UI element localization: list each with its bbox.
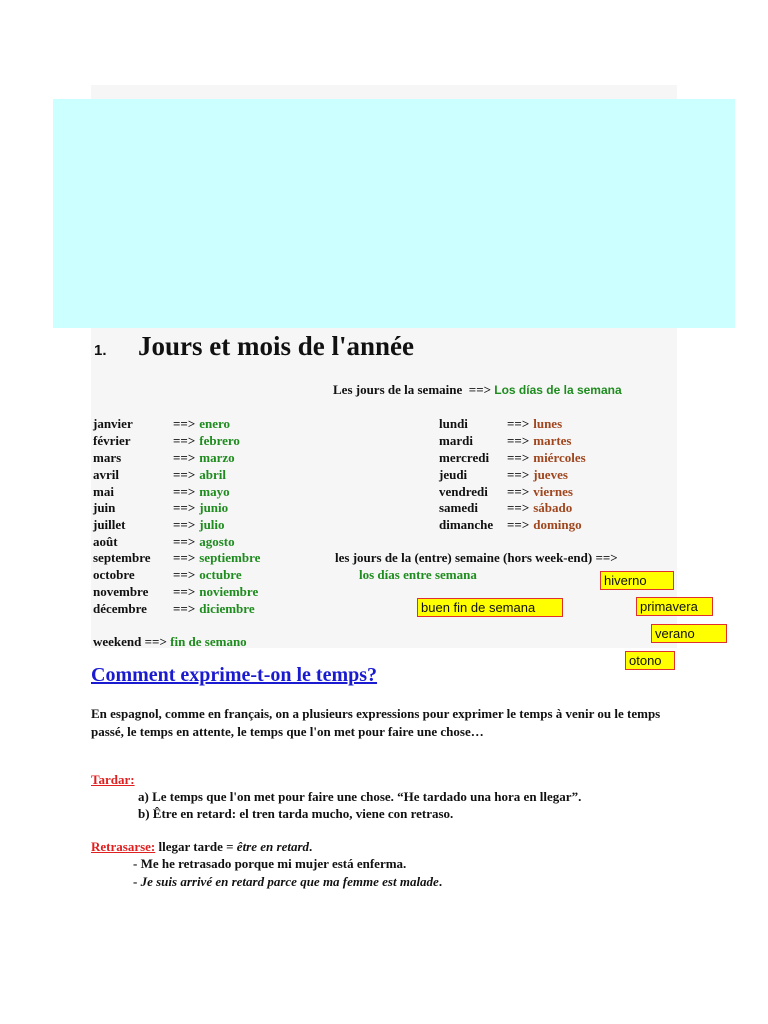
month-es: agosto: [199, 534, 235, 549]
section-number: 1.: [94, 342, 107, 359]
day-es: martes: [533, 433, 572, 448]
note-otono: otono: [625, 651, 675, 670]
month-fr: mai: [93, 484, 114, 499]
month-row: [93, 500, 228, 516]
month-row: [93, 517, 225, 533]
arrow: ==>: [173, 534, 196, 549]
day-es: domingo: [533, 517, 582, 532]
month-row: [93, 467, 226, 483]
month-es: marzo: [199, 450, 235, 465]
month-fr: août: [93, 534, 118, 549]
month-fr: septembre: [93, 550, 151, 565]
day-fr: lundi: [439, 416, 468, 431]
month-row: [93, 584, 258, 600]
month-fr: avril: [93, 467, 119, 482]
arrow: ==>: [173, 484, 196, 499]
tardar-label: Tardar:: [91, 772, 135, 787]
month-fr: juillet: [93, 517, 126, 532]
day-fr: samedi: [439, 500, 478, 515]
day-row: [439, 416, 562, 432]
day-row: [439, 484, 573, 500]
month-row: [93, 433, 240, 449]
month-row: [93, 534, 235, 550]
note-hiverno: hiverno: [600, 571, 674, 590]
weekday-note: les jours de la (entre) semaine (hors week-end) ==>: [335, 550, 618, 565]
day-fr: mercredi: [439, 450, 490, 465]
day-es: viernes: [533, 484, 573, 499]
month-row: [93, 450, 235, 466]
day-fr: vendredi: [439, 484, 488, 499]
arrow: ==>: [173, 467, 196, 482]
month-fr: novembre: [93, 584, 149, 599]
arrow: ==>: [507, 450, 530, 465]
month-row: [93, 484, 230, 500]
arrow: ==>: [173, 433, 196, 448]
day-row: [439, 433, 572, 449]
month-es: junio: [199, 500, 229, 515]
tardar-b: b) Être en retard: el tren tarda mucho, viene con retraso.: [138, 806, 454, 821]
month-es: mayo: [199, 484, 230, 499]
day-fr: dimanche: [439, 517, 494, 532]
day-fr: jeudi: [439, 467, 468, 482]
note-buen-fin: buen fin de semana: [417, 598, 563, 617]
month-fr: décembre: [93, 601, 147, 616]
weekend-row: weekend ==> fin de semano: [93, 634, 247, 649]
retrasarse-example-1: - Me he retrasado porque mi mujer está enferma.: [133, 856, 407, 871]
days-header: Les jours de la semaine ==> Los días de la semana: [333, 382, 622, 397]
month-fr: juin: [93, 500, 116, 515]
weekday-note-spanish: los días entre semana: [359, 567, 477, 582]
intro-paragraph: En espagnol, comme en français, on a plusieurs expressions pour exprimer le temps à venir ou le temps passé, le temps en attente, le temps que l'on met pour faire une chose…: [91, 706, 661, 739]
note-primavera: primavera: [636, 597, 713, 616]
month-fr: mars: [93, 450, 122, 465]
month-es: noviembre: [199, 584, 259, 599]
month-fr: octobre: [93, 567, 135, 582]
arrow: ==>: [173, 517, 196, 532]
day-row: [439, 467, 568, 483]
month-fr: février: [93, 433, 131, 448]
month-es: abril: [199, 467, 226, 482]
retrasarse-example-2: - Je suis arrivé en retard parce que ma femme est malade.: [133, 874, 443, 889]
day-fr: mardi: [439, 433, 473, 448]
arrow: ==>: [173, 567, 196, 582]
arrow: ==>: [173, 450, 196, 465]
month-es: diciembre: [199, 601, 255, 616]
month-es: julio: [199, 517, 225, 532]
arrow: ==>: [507, 517, 530, 532]
day-row: [439, 517, 582, 533]
day-es: sábado: [533, 500, 573, 515]
arrow: ==>: [507, 467, 530, 482]
tardar-a: a) Le temps que l'on met pour faire une chose. “He tardado una hora en llegar”.: [138, 789, 582, 804]
section-title: Jours et mois de l'année: [138, 331, 414, 361]
day-es: miércoles: [533, 450, 586, 465]
month-row: [93, 601, 255, 617]
arrow: ==>: [507, 433, 530, 448]
retrasarse-definition: Retrasarse: llegar tarde = être en retard.: [91, 839, 313, 854]
month-row: [93, 567, 242, 583]
month-es: enero: [199, 416, 231, 431]
month-row: [93, 416, 230, 432]
arrow: ==>: [173, 584, 196, 599]
month-es: septiembre: [199, 550, 261, 565]
arrow: ==>: [173, 500, 196, 515]
section-link[interactable]: Comment exprime-t-on le temps?: [91, 664, 378, 686]
note-verano: verano: [651, 624, 727, 643]
month-fr: janvier: [93, 416, 133, 431]
arrow: ==>: [173, 416, 196, 431]
day-row: [439, 500, 572, 516]
arrow: ==>: [173, 550, 196, 565]
ad-placeholder: [53, 99, 735, 328]
arrow: ==>: [507, 500, 530, 515]
arrow: ==>: [173, 601, 196, 616]
day-es: jueves: [533, 467, 568, 482]
month-row: [93, 550, 260, 566]
day-es: lunes: [533, 416, 563, 431]
arrow: ==>: [507, 416, 530, 431]
arrow: ==>: [507, 484, 530, 499]
day-row: [439, 450, 586, 466]
month-es: febrero: [199, 433, 240, 448]
month-es: octubre: [199, 567, 242, 582]
